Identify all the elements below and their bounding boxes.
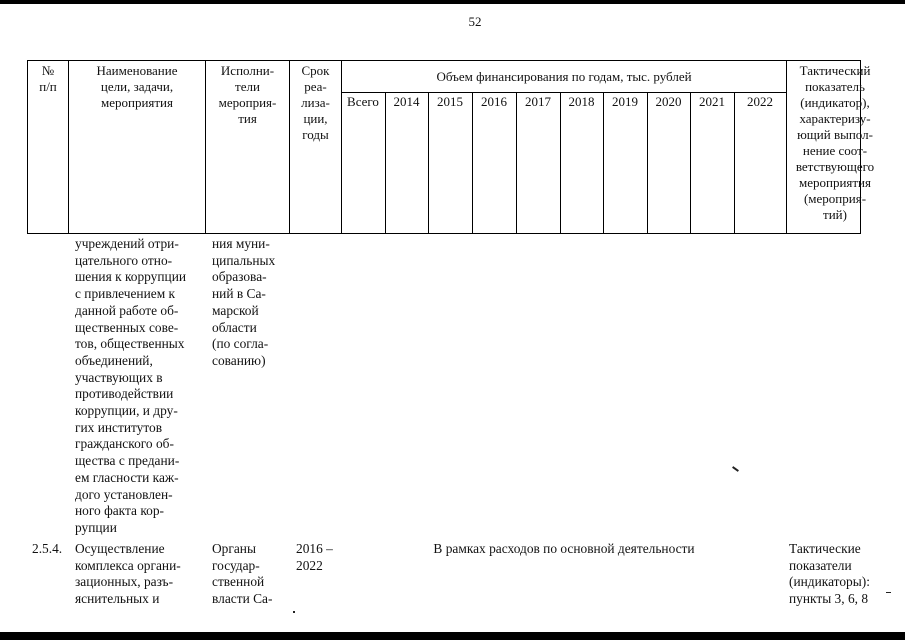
year-total: Всего [347,94,379,109]
page-number: 52 [468,14,482,29]
year-2018: 2018 [568,94,595,109]
year-2019: 2019 [612,94,638,109]
row-number: 2.5.4. [32,541,63,556]
row-name-text: учреждений отри- цательного отно- шения к коррупции с привлечением к данной работе об- щественных сове- тов, общественных объединений, участвующих в противодействии коррупции, и дру- гих институтов гражданского об- щества с предани- ем гласности каж- дого установлен- ного факта кор- рупции [75,236,187,535]
year-2016: 2016 [481,94,507,109]
header-bottom-rule [27,233,861,234]
scan-speck [732,466,739,472]
scan-speck [293,611,295,613]
row-executor-text: ния муни- ципальных образова- ний в Са- марской области (по согла- сованию) [212,236,276,368]
header-executor: Исполни- тели мероприя- тия [218,63,277,126]
col-border [690,92,691,234]
bottom-border [0,632,905,640]
year-2017: 2017 [525,94,551,109]
row-name-text: Осуществление комплекса органи- зационных, разъ- яснительных и [75,541,181,607]
funding-subheader-rule [341,92,786,93]
top-border [0,0,905,4]
col-border [472,92,473,234]
year-2020: 2020 [655,94,682,109]
header-indicator: Тактический показатель (индикатор), характеризу- ющий выпол- нение соот- ветствующего мероприятия (мероприя- тий) [795,63,875,222]
year-2014: 2014 [393,94,420,109]
col-border [516,92,517,234]
row-executor-text: Органы государ- ственной власти Са- [212,541,273,607]
col-border [428,92,429,234]
header-name: Наименование цели, задачи, мероприятия [96,63,178,110]
col-border [647,92,648,234]
scan-speck [886,592,891,593]
col-border [341,60,342,234]
row-funding-note: В рамках расходов по основной деятельности [433,541,695,556]
header-num: № п/п [39,63,57,94]
row-indicator-text: Тактические показатели (индикаторы): пункты 3, 6, 8 [789,541,870,607]
header-top-rule [27,60,861,61]
row-term-text: 2016 – 2022 [296,541,333,573]
year-2015: 2015 [437,94,463,109]
col-border [385,92,386,234]
col-border [560,92,561,234]
header-term: Срок реа- лиза- ции, годы [301,63,330,142]
year-2022: 2022 [747,94,773,109]
col-border [603,92,604,234]
year-2021: 2021 [699,94,725,109]
header-funding-title: Объем финансирования по годам, тыс. рублей [436,69,692,84]
col-border [734,92,735,234]
